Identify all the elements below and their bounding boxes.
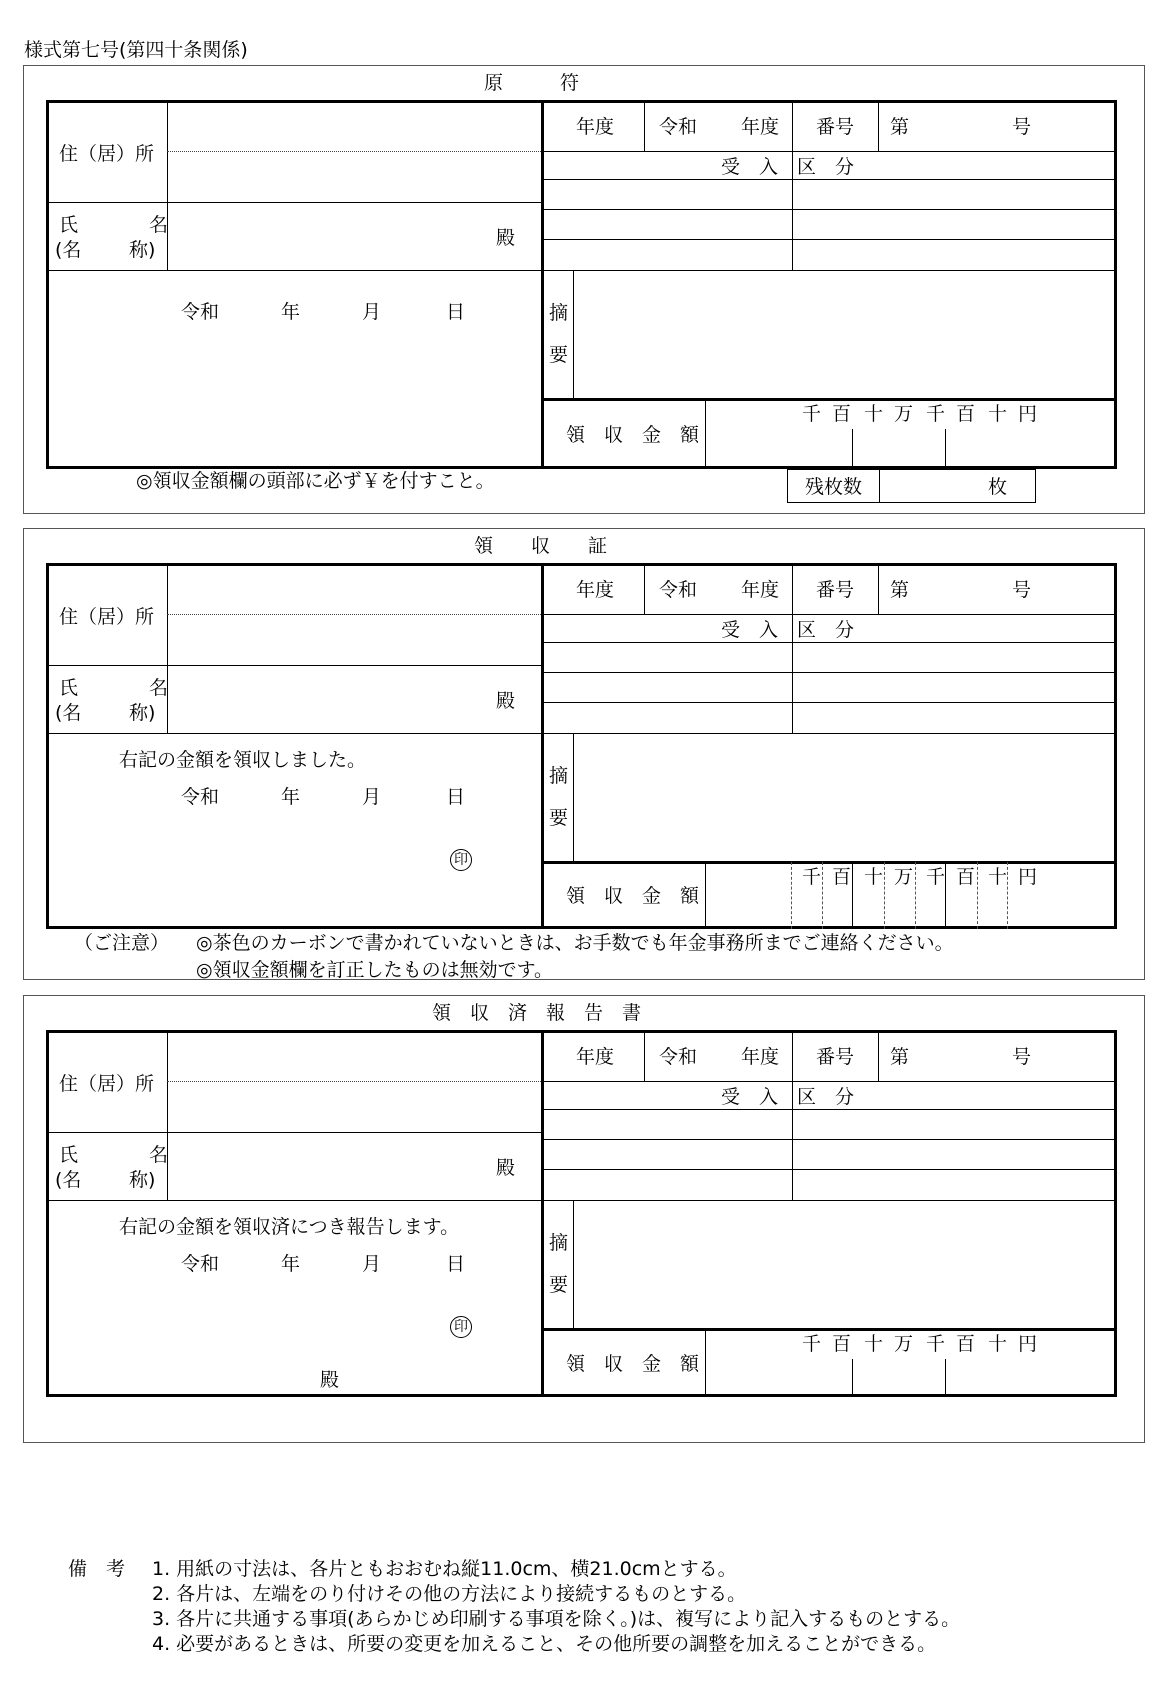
date-day: 日 xyxy=(446,301,466,323)
receipt-amount-label: 領 収 金 額 xyxy=(566,1353,700,1375)
address-input-line2[interactable] xyxy=(168,152,541,202)
fiscal-year-label: 年度 xyxy=(576,1046,615,1068)
name-input[interactable] xyxy=(168,666,498,733)
yen-note: ◎領収金額欄の頭部に必ず￥を付すこと。 xyxy=(136,470,495,492)
section-original xyxy=(23,65,1145,514)
tekiyo-1: 摘 xyxy=(549,302,569,324)
remark-item: 3. 各片に共通する事項(あらかじめ印刷する事項を除く。)は、複写により記入するものとする。 xyxy=(152,1608,961,1630)
section-receipt xyxy=(23,528,1145,980)
tekiyo-input[interactable] xyxy=(574,1201,1114,1328)
digit-juu-man: 十 xyxy=(864,866,884,888)
digit-hyaku-man: 百 xyxy=(832,866,852,888)
digit-sen: 千 xyxy=(926,1333,946,1355)
name-label-4: 称) xyxy=(129,702,156,724)
name-label-2: 名 xyxy=(149,677,169,699)
form-grid xyxy=(46,563,1117,929)
date-month: 月 xyxy=(362,786,382,808)
form-number-title: 様式第七号(第四十条関係) xyxy=(24,39,248,61)
name-label-2: 名 xyxy=(149,1144,169,1166)
tekiyo-2: 要 xyxy=(549,344,569,366)
section-title: 領 収 済 報 告 書 xyxy=(432,1002,642,1024)
digit-hyaku-man: 百 xyxy=(832,1333,852,1355)
digit-hyaku: 百 xyxy=(956,866,976,888)
name-label-1: 氏 xyxy=(59,1144,79,1166)
digit-sen: 千 xyxy=(926,866,946,888)
fiscal-reiwa: 令和 xyxy=(659,579,698,601)
dono-label: 殿 xyxy=(496,690,516,712)
name-label-3: (名 xyxy=(55,239,82,261)
date-month: 月 xyxy=(362,301,382,323)
fiscal-year-unit: 年度 xyxy=(741,1046,780,1068)
fiscal-year-label: 年度 xyxy=(576,579,615,601)
address-label: 住（居）所 xyxy=(59,1073,155,1095)
section-title: 原 符 xyxy=(484,72,580,94)
remark-item: 2. 各片は、左端をのり付けその他の方法により接続するものとする。 xyxy=(152,1583,747,1605)
number-label: 番号 xyxy=(816,1046,855,1068)
address-input-line1[interactable] xyxy=(168,103,541,151)
number-dai: 第 xyxy=(890,116,910,138)
number-go: 号 xyxy=(1012,116,1032,138)
date-year: 年 xyxy=(281,786,301,808)
name-label-4: 称) xyxy=(129,1169,156,1191)
caution-label: （ご注意） xyxy=(74,932,170,954)
remarks-label: 備 考 xyxy=(68,1558,126,1580)
digit-hyaku: 百 xyxy=(956,403,976,425)
date-year: 年 xyxy=(281,1253,301,1275)
dono-label: 殿 xyxy=(496,227,516,249)
digit-en: 円 xyxy=(1018,403,1038,425)
digit-sen-man: 千 xyxy=(802,866,822,888)
digit-en: 円 xyxy=(1018,1333,1038,1355)
ukeire-kubun-label: 受 入 区 分 xyxy=(721,1086,855,1108)
address-label: 住（居）所 xyxy=(59,143,155,165)
digit-sen-man: 千 xyxy=(802,1333,822,1355)
fiscal-reiwa: 令和 xyxy=(659,116,698,138)
address-input[interactable] xyxy=(168,566,541,665)
received-text: 右記の金額を領収しました。 xyxy=(119,749,367,771)
name-label-3: (名 xyxy=(55,1169,82,1191)
digit-hyaku: 百 xyxy=(956,1333,976,1355)
tekiyo-input[interactable] xyxy=(574,734,1114,861)
digit-en: 円 xyxy=(1018,866,1038,888)
digit-man: 万 xyxy=(894,866,914,888)
digit-juu-man: 十 xyxy=(864,1333,884,1355)
remark-item: 1. 用紙の寸法は、各片ともおおむね縦11.0cm、横21.0cmとする。 xyxy=(152,1558,737,1580)
tekiyo-2: 要 xyxy=(549,807,569,829)
section-report xyxy=(23,995,1145,1443)
name-label-1: 氏 xyxy=(59,214,79,236)
form-grid xyxy=(46,100,1117,469)
amount-input[interactable] xyxy=(706,399,1114,469)
number-dai: 第 xyxy=(890,579,910,601)
caution-1: ◎茶色のカーボンで書かれていないときは、お手数でも年金事務所までご連絡ください。 xyxy=(196,932,954,954)
date-day: 日 xyxy=(446,786,466,808)
digit-juu: 十 xyxy=(988,1333,1008,1355)
digit-sen: 千 xyxy=(926,403,946,425)
date-reiwa: 令和 xyxy=(181,786,220,808)
address-label: 住（居）所 xyxy=(59,606,155,628)
name-input[interactable] xyxy=(168,1133,498,1200)
report-text: 右記の金額を領収済につき報告します。 xyxy=(119,1216,460,1238)
ukeire-kubun-label: 受 入 区 分 xyxy=(721,156,855,178)
name-input[interactable] xyxy=(168,203,498,270)
number-label: 番号 xyxy=(816,579,855,601)
name-label-3: (名 xyxy=(55,702,82,724)
date-reiwa: 令和 xyxy=(181,301,220,323)
digit-juu: 十 xyxy=(988,866,1008,888)
dono-label: 殿 xyxy=(496,1157,516,1179)
date-month: 月 xyxy=(362,1253,382,1275)
date-day: 日 xyxy=(446,1253,466,1275)
seal-mark: 印 xyxy=(450,1316,472,1338)
name-label-2: 名 xyxy=(149,214,169,236)
tekiyo-input[interactable] xyxy=(574,271,1114,398)
number-go: 号 xyxy=(1012,579,1032,601)
tekiyo-1: 摘 xyxy=(549,1232,569,1254)
digit-sen-man: 千 xyxy=(802,403,822,425)
amount-input[interactable] xyxy=(706,862,1114,929)
digit-juu: 十 xyxy=(988,403,1008,425)
digit-juu-man: 十 xyxy=(864,403,884,425)
digit-man: 万 xyxy=(894,403,914,425)
digit-hyaku-man: 百 xyxy=(832,403,852,425)
fiscal-reiwa: 令和 xyxy=(659,1046,698,1068)
fiscal-year-label: 年度 xyxy=(576,116,615,138)
receipt-amount-label: 領 収 金 額 xyxy=(566,885,700,907)
date-reiwa: 令和 xyxy=(181,1253,220,1275)
number-label: 番号 xyxy=(816,116,855,138)
fiscal-year-unit: 年度 xyxy=(741,116,780,138)
amount-input[interactable] xyxy=(706,1329,1114,1397)
remaining-label: 残枚数 xyxy=(805,476,863,498)
name-label-4: 称) xyxy=(129,239,156,261)
tekiyo-2: 要 xyxy=(549,1274,569,1296)
bottom-dono: 殿 xyxy=(320,1369,340,1391)
number-go: 号 xyxy=(1012,1046,1032,1068)
form-grid xyxy=(46,1030,1117,1397)
remaining-unit: 枚 xyxy=(988,476,1008,498)
caution-2: ◎領収金額欄を訂正したものは無効です。 xyxy=(196,959,554,981)
remark-item: 4. 必要があるときは、所要の変更を加えること、その他所要の調整を加えることができる。 xyxy=(152,1633,937,1655)
ukeire-kubun-label: 受 入 区 分 xyxy=(721,619,855,641)
tekiyo-1: 摘 xyxy=(549,765,569,787)
seal-mark: 印 xyxy=(450,849,472,871)
section-title: 領 収 証 xyxy=(474,535,608,557)
fiscal-year-unit: 年度 xyxy=(741,579,780,601)
address-input[interactable] xyxy=(168,1033,541,1132)
remaining-box xyxy=(787,469,1036,503)
receipt-amount-label: 領 収 金 額 xyxy=(566,424,700,446)
name-label-1: 氏 xyxy=(59,677,79,699)
number-dai: 第 xyxy=(890,1046,910,1068)
digit-man: 万 xyxy=(894,1333,914,1355)
date-year: 年 xyxy=(281,301,301,323)
